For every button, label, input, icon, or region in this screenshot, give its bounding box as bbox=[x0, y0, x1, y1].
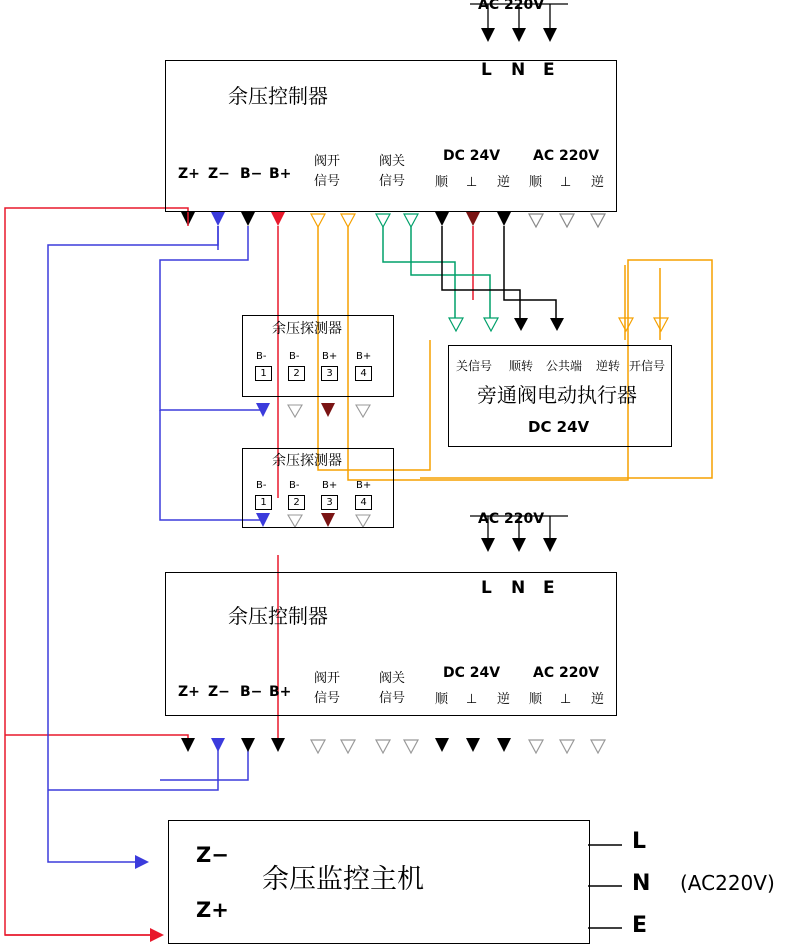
detector-2-title: 余压探测器 bbox=[272, 453, 342, 469]
actuator-terminal-reverse: 逆转 bbox=[596, 359, 621, 373]
top-controller-title: 余压控制器 bbox=[228, 84, 328, 108]
top-controller-valve-open-line1: 阀开 bbox=[314, 154, 341, 169]
top-controller-dc-pin-forward: 顺 bbox=[435, 175, 449, 190]
detector-2-pin-label-1: B- bbox=[256, 480, 267, 491]
detector-1-pin-label-1: B- bbox=[256, 351, 267, 362]
host-title: 余压监控主机 bbox=[262, 864, 424, 895]
detector-1-terminal-1[interactable]: 1 bbox=[255, 366, 272, 381]
host-right-terminal-N: N bbox=[632, 871, 651, 896]
detector-1-title: 余压探测器 bbox=[272, 321, 342, 337]
actuator-voltage-label: DC 24V bbox=[528, 418, 590, 436]
bottom-controller-terminal-bplus: B+ bbox=[269, 684, 292, 700]
host-right-terminal-E: E bbox=[632, 913, 648, 938]
actuator-terminal-forward: 顺转 bbox=[509, 359, 534, 373]
detector-2-pin-label-2: B- bbox=[289, 480, 300, 491]
top-controller-ac220v-label: AC 220V bbox=[533, 148, 600, 164]
actuator-title: 旁通阀电动执行器 bbox=[477, 383, 637, 407]
top-controller-terminal-zplus: Z+ bbox=[178, 166, 200, 182]
detector-1-pin-label-4: B+ bbox=[356, 351, 372, 362]
detector-1-pin-label-2: B- bbox=[289, 351, 300, 362]
top-controller-pin-E: E bbox=[543, 60, 555, 80]
host-terminal-zminus: Z− bbox=[196, 843, 229, 867]
detector-2-terminal-2[interactable]: 2 bbox=[288, 495, 305, 510]
detector-1-terminal-2[interactable]: 2 bbox=[288, 366, 305, 381]
detector-1-terminal-4[interactable]: 4 bbox=[355, 366, 372, 381]
bottom-controller-dc-pin-reverse: 逆 bbox=[497, 692, 511, 707]
top-controller-dc-pin-common: ⊥ bbox=[466, 175, 478, 190]
top-controller-valve-close-line2: 信号 bbox=[379, 174, 406, 189]
bottom-controller-dc-pin-common: ⊥ bbox=[466, 692, 478, 707]
bottom-controller-dc-pin-forward: 顺 bbox=[435, 692, 449, 707]
detector-1-terminal-3[interactable]: 3 bbox=[321, 366, 338, 381]
top-controller-terminal-zminus: Z− bbox=[208, 166, 230, 182]
top-controller-terminal-bminus: B− bbox=[240, 166, 263, 182]
bottom-controller-valve-close-line2: 信号 bbox=[379, 691, 406, 706]
host-voltage-note: (AC220V) bbox=[680, 871, 775, 895]
detector-1-pin-label-3: B+ bbox=[322, 351, 338, 362]
bottom-controller-pin-L: L bbox=[481, 578, 492, 598]
detector-2-pin-label-3: B+ bbox=[322, 480, 338, 491]
detector-2-terminal-3[interactable]: 3 bbox=[321, 495, 338, 510]
top-controller-ac-pin-forward: 顺 bbox=[529, 175, 543, 190]
top-controller-valve-open-line2: 信号 bbox=[314, 174, 341, 189]
bottom-controller-dc24v-label: DC 24V bbox=[443, 665, 501, 681]
bottom-controller-terminal-zminus: Z− bbox=[208, 684, 230, 700]
bottom-controller-pin-E: E bbox=[543, 578, 555, 598]
bottom-controller-ac220v-label: AC 220V bbox=[533, 665, 600, 681]
bottom-controller-valve-close-line1: 阀关 bbox=[379, 671, 406, 686]
top-controller-terminal-bplus: B+ bbox=[269, 166, 292, 182]
actuator-terminal-open-signal: 开信号 bbox=[629, 359, 666, 373]
bottom-controller-ac-pin-common: ⊥ bbox=[560, 692, 572, 707]
top-controller-pin-N: N bbox=[511, 60, 526, 80]
top-controller-ac-pin-common: ⊥ bbox=[560, 175, 572, 190]
top-controller-power-label: AC 220V bbox=[478, 0, 545, 13]
bottom-controller-power-label: AC 220V bbox=[478, 511, 545, 527]
actuator-terminal-close-signal: 关信号 bbox=[456, 359, 493, 373]
bottom-controller-ac-pin-forward: 顺 bbox=[529, 692, 543, 707]
actuator-terminal-common: 公共端 bbox=[546, 359, 583, 373]
detector-2-terminal-1[interactable]: 1 bbox=[255, 495, 272, 510]
top-controller-dc-pin-reverse: 逆 bbox=[497, 175, 511, 190]
host-right-terminal-L: L bbox=[632, 829, 647, 854]
bottom-controller-ac-pin-reverse: 逆 bbox=[591, 692, 605, 707]
bottom-controller-title: 余压控制器 bbox=[228, 604, 328, 628]
top-controller-box bbox=[165, 60, 617, 212]
bottom-controller-valve-open-line1: 阀开 bbox=[314, 671, 341, 686]
top-controller-pin-L: L bbox=[481, 60, 492, 80]
bottom-controller-pin-N: N bbox=[511, 578, 526, 598]
bottom-controller-terminal-zplus: Z+ bbox=[178, 684, 200, 700]
top-controller-dc24v-label: DC 24V bbox=[443, 148, 501, 164]
bottom-controller-terminal-bminus: B− bbox=[240, 684, 263, 700]
top-controller-valve-close-line1: 阀关 bbox=[379, 154, 406, 169]
top-controller-ac-pin-reverse: 逆 bbox=[591, 175, 605, 190]
detector-2-terminal-4[interactable]: 4 bbox=[355, 495, 372, 510]
host-terminal-zplus: Z+ bbox=[196, 898, 229, 922]
detector-2-pin-label-4: B+ bbox=[356, 480, 372, 491]
bottom-controller-valve-open-line2: 信号 bbox=[314, 691, 341, 706]
